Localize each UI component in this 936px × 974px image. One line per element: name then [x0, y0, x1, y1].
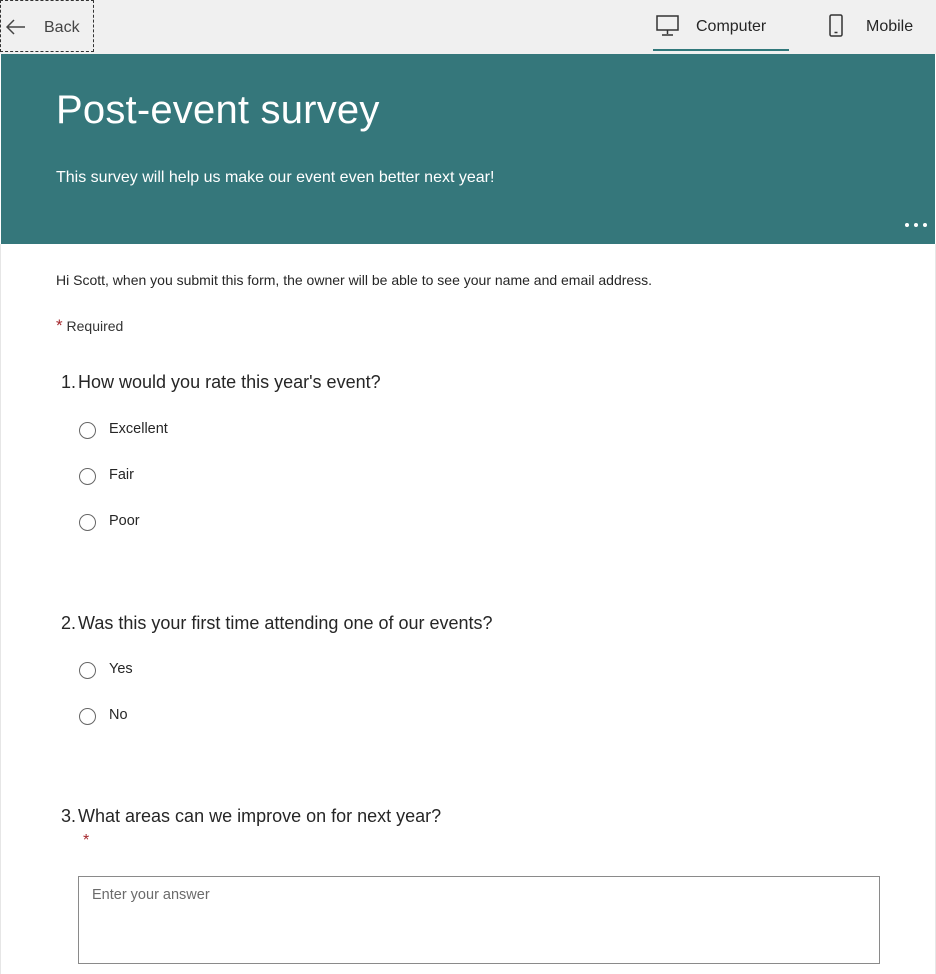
option-label: Excellent — [109, 421, 168, 437]
phone-icon — [829, 14, 843, 38]
question-text: What areas can we improve on for next year? — [78, 806, 442, 826]
option-label: Fair — [109, 467, 134, 483]
question-text: Was this your first time attending one of our events? — [78, 613, 493, 633]
form-subtitle: This survey will help us make our event even better next year! — [56, 169, 495, 186]
top-bar — [0, 0, 936, 54]
option-poor[interactable] — [79, 511, 140, 533]
answer-input[interactable] — [78, 876, 880, 964]
tab-mobile[interactable] — [826, 0, 926, 52]
active-tab-indicator — [653, 49, 789, 51]
arrow-left-icon — [6, 19, 26, 35]
radio-button[interactable] — [79, 468, 96, 485]
form-header-banner — [1, 54, 935, 244]
radio-button[interactable] — [79, 422, 96, 439]
option-label: Yes — [109, 661, 133, 677]
option-label: No — [109, 707, 128, 723]
tab-computer[interactable] — [653, 0, 789, 52]
question-text: How would you rate this year's event? — [78, 372, 381, 392]
question-3-title — [61, 806, 441, 827]
radio-button[interactable] — [79, 514, 96, 531]
question-number: 1. — [61, 372, 77, 392]
required-legend — [56, 316, 123, 336]
option-label: Poor — [109, 513, 140, 529]
option-excellent[interactable] — [79, 419, 168, 441]
monitor-icon — [656, 15, 680, 37]
radio-button[interactable] — [79, 662, 96, 679]
option-fair[interactable] — [79, 465, 134, 487]
form-title: Post-event survey — [56, 88, 380, 132]
required-star: * — [56, 316, 63, 335]
option-yes[interactable] — [79, 659, 133, 681]
back-label: Back — [44, 19, 80, 36]
question-number: 3. — [61, 806, 77, 826]
tab-mobile-label: Mobile — [866, 18, 914, 35]
question-1-title — [61, 372, 381, 393]
option-no[interactable] — [79, 705, 128, 727]
back-button[interactable] — [0, 0, 94, 52]
form-left-border — [0, 244, 1, 974]
tab-computer-label: Computer — [696, 18, 767, 35]
required-label: Required — [66, 318, 124, 334]
more-options-button[interactable] — [905, 218, 927, 232]
identity-notice: Hi Scott, when you submit this form, the owner will be able to see your name and email address. — [56, 272, 653, 288]
required-star: * — [83, 832, 90, 849]
ellipsis-icon — [905, 223, 909, 227]
question-number: 2. — [61, 613, 77, 633]
question-2-title — [61, 613, 493, 634]
radio-button[interactable] — [79, 708, 96, 725]
